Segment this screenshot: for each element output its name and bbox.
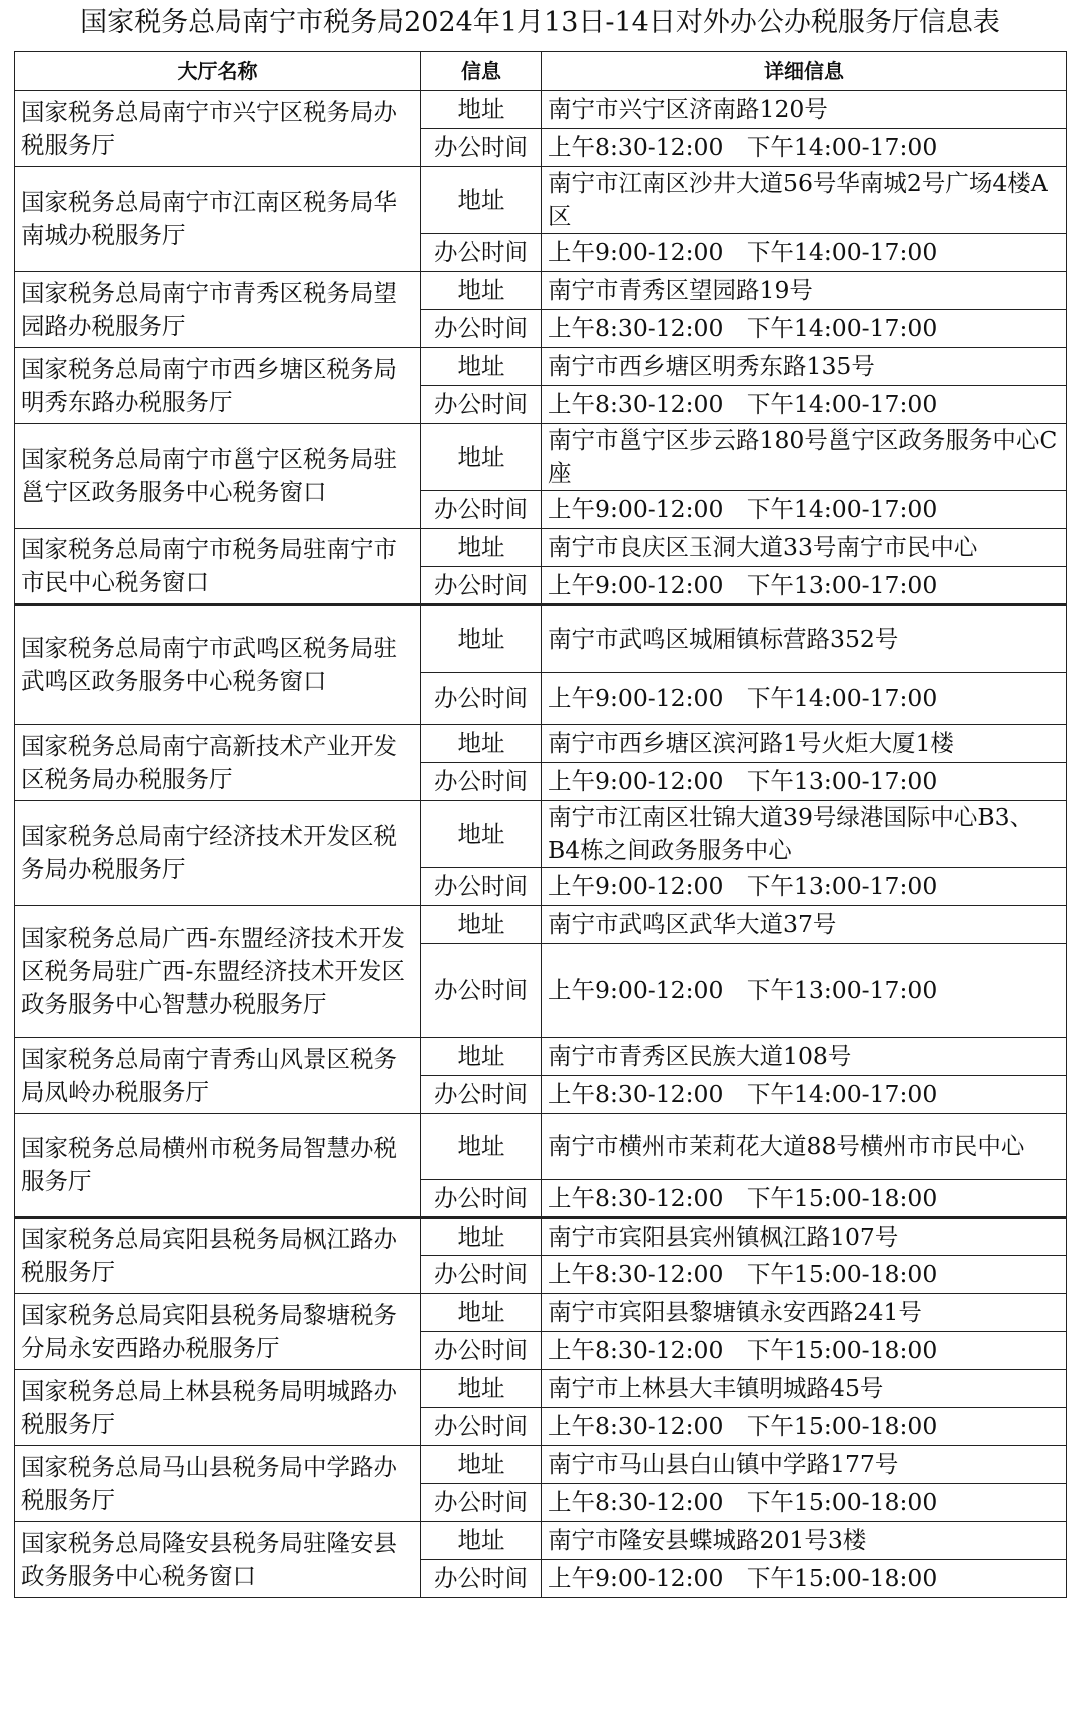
hours-cell: 上午9:00-12:00 下午15:00-18:00: [542, 1560, 1067, 1598]
hours-cell: 上午8:30-12:00 下午14:00-17:00: [542, 310, 1067, 348]
hours-label-cell: 办公时间: [421, 491, 542, 529]
hours-label-cell: 办公时间: [421, 1332, 542, 1370]
table-row: [15, 906, 1067, 944]
hours-cell: 上午9:00-12:00 下午14:00-17:00: [542, 491, 1067, 529]
address-cell: 南宁市青秀区民族大道108号: [542, 1038, 1067, 1076]
address-cell: 南宁市兴宁区济南路120号: [542, 91, 1067, 129]
address-cell: 南宁市上林县大丰镇明城路45号: [542, 1370, 1067, 1408]
table-row: [15, 91, 1067, 129]
hours-label-cell: 办公时间: [421, 1408, 542, 1446]
table-row: [15, 1446, 1067, 1484]
table-header-row: [15, 52, 1067, 91]
hours-label-cell: 办公时间: [421, 567, 542, 605]
hall-name-cell: 国家税务总局南宁市江南区税务局华南城办税服务厅: [15, 167, 421, 272]
address-cell: 南宁市邕宁区步云路180号邕宁区政务服务中心C座: [542, 424, 1067, 491]
table-row: [15, 1114, 1067, 1180]
table-row: [15, 272, 1067, 310]
table-row: [15, 529, 1067, 567]
hall-name-cell: 国家税务总局横州市税务局智慧办税服务厅: [15, 1114, 421, 1218]
hall-name-cell: 国家税务总局马山县税务局中学路办税服务厅: [15, 1446, 421, 1522]
hours-cell: 上午8:30-12:00 下午15:00-18:00: [542, 1484, 1067, 1522]
hours-cell: 上午8:30-12:00 下午14:00-17:00: [542, 1076, 1067, 1114]
table-row: [15, 424, 1067, 491]
table-row: [15, 1294, 1067, 1332]
hours-label-cell: 办公时间: [421, 1484, 542, 1522]
address-label-cell: 地址: [421, 167, 542, 234]
hours-cell: 上午8:30-12:00 下午15:00-18:00: [542, 1256, 1067, 1294]
address-cell: 南宁市隆安县蝶城路201号3楼: [542, 1522, 1067, 1560]
hours-label-cell: 办公时间: [421, 763, 542, 801]
address-label-cell: 地址: [421, 1446, 542, 1484]
hours-cell: 上午8:30-12:00 下午15:00-18:00: [542, 1332, 1067, 1370]
table-row: [15, 1218, 1067, 1256]
hall-name-cell: 国家税务总局南宁市税务局驻南宁市市民中心税务窗口: [15, 529, 421, 605]
hours-label-cell: 办公时间: [421, 129, 542, 167]
hall-name-cell: 国家税务总局广西-东盟经济技术开发区税务局驻广西-东盟经济技术开发区政务服务中心智慧办税服务厅: [15, 906, 421, 1038]
table-row: [15, 167, 1067, 234]
hall-name-cell: 国家税务总局宾阳县税务局黎塘税务分局永安西路办税服务厅: [15, 1294, 421, 1370]
hall-name-cell: 国家税务总局南宁市武鸣区税务局驻武鸣区政务服务中心税务窗口: [15, 605, 421, 725]
hall-name-cell: 国家税务总局宾阳县税务局枫江路办税服务厅: [15, 1218, 421, 1294]
hours-label-cell: 办公时间: [421, 310, 542, 348]
address-cell: 南宁市良庆区玉洞大道33号南宁市民中心: [542, 529, 1067, 567]
table-row: [15, 1370, 1067, 1408]
hall-name-cell: 国家税务总局南宁市西乡塘区税务局明秀东路办税服务厅: [15, 348, 421, 424]
address-label-cell: 地址: [421, 725, 542, 763]
address-label-cell: 地址: [421, 801, 542, 868]
address-label-cell: 地址: [421, 605, 542, 673]
address-label-cell: 地址: [421, 91, 542, 129]
table-row: [15, 348, 1067, 386]
hours-cell: 上午8:30-12:00 下午15:00-18:00: [542, 1180, 1067, 1218]
hours-label-cell: 办公时间: [421, 1076, 542, 1114]
address-cell: 南宁市青秀区望园路19号: [542, 272, 1067, 310]
page-title: 国家税务总局南宁市税务局2024年1月13日-14日对外办公办税服务厅信息表: [80, 7, 1000, 38]
address-cell: 南宁市武鸣区武华大道37号: [542, 906, 1067, 944]
address-cell: 南宁市宾阳县黎塘镇永安西路241号: [542, 1294, 1067, 1332]
address-label-cell: 地址: [421, 1294, 542, 1332]
hall-name-cell: 国家税务总局南宁市兴宁区税务局办税服务厅: [15, 91, 421, 167]
hall-name-cell: 国家税务总局隆安县税务局驻隆安县政务服务中心税务窗口: [15, 1522, 421, 1598]
hours-cell: 上午9:00-12:00 下午13:00-17:00: [542, 567, 1067, 605]
address-cell: 南宁市马山县白山镇中学路177号: [542, 1446, 1067, 1484]
address-cell: 南宁市横州市茉莉花大道88号横州市市民中心: [542, 1114, 1067, 1180]
hours-cell: 上午8:30-12:00 下午14:00-17:00: [542, 386, 1067, 424]
hours-label-cell: 办公时间: [421, 868, 542, 906]
address-cell: 南宁市武鸣区城厢镇标营路352号: [542, 605, 1067, 673]
address-label-cell: 地址: [421, 272, 542, 310]
hall-name-cell: 国家税务总局南宁市青秀区税务局望园路办税服务厅: [15, 272, 421, 348]
address-label-cell: 地址: [421, 1370, 542, 1408]
address-label-cell: 地址: [421, 906, 542, 944]
table-row: [15, 1038, 1067, 1076]
hours-cell: 上午8:30-12:00 下午14:00-17:00: [542, 129, 1067, 167]
address-label-cell: 地址: [421, 1038, 542, 1076]
table-row: [15, 1522, 1067, 1560]
hours-label-cell: 办公时间: [421, 944, 542, 1038]
address-label-cell: 地址: [421, 348, 542, 386]
hours-cell: 上午9:00-12:00 下午14:00-17:00: [542, 234, 1067, 272]
header-info: 信息: [421, 52, 542, 91]
address-cell: 南宁市西乡塘区明秀东路135号: [542, 348, 1067, 386]
address-cell: 南宁市江南区壮锦大道39号绿港国际中心B3、B4栋之间政务服务中心: [542, 801, 1067, 868]
hours-cell: 上午9:00-12:00 下午13:00-17:00: [542, 944, 1067, 1038]
hall-name-cell: 国家税务总局南宁青秀山风景区税务局凤岭办税服务厅: [15, 1038, 421, 1114]
hours-cell: 上午9:00-12:00 下午13:00-17:00: [542, 763, 1067, 801]
hours-label-cell: 办公时间: [421, 1560, 542, 1598]
table-row: [15, 605, 1067, 673]
address-label-cell: 地址: [421, 529, 542, 567]
hall-name-cell: 国家税务总局南宁市邕宁区税务局驻邕宁区政务服务中心税务窗口: [15, 424, 421, 529]
hall-name-cell: 国家税务总局上林县税务局明城路办税服务厅: [15, 1370, 421, 1446]
hours-label-cell: 办公时间: [421, 1256, 542, 1294]
table-row: [15, 801, 1067, 868]
address-label-cell: 地址: [421, 1114, 542, 1180]
hours-label-cell: 办公时间: [421, 234, 542, 272]
hours-label-cell: 办公时间: [421, 386, 542, 424]
tax-hall-table: [14, 51, 1067, 1598]
address-label-cell: 地址: [421, 424, 542, 491]
hours-cell: 上午9:00-12:00 下午13:00-17:00: [542, 868, 1067, 906]
address-cell: 南宁市西乡塘区滨河路1号火炬大厦1楼: [542, 725, 1067, 763]
address-label-cell: 地址: [421, 1218, 542, 1256]
header-details: 详细信息: [542, 52, 1067, 91]
hours-label-cell: 办公时间: [421, 1180, 542, 1218]
address-cell: 南宁市江南区沙井大道56号华南城2号广场4楼A区: [542, 167, 1067, 234]
address-cell: 南宁市宾阳县宾州镇枫江路107号: [542, 1218, 1067, 1256]
hours-label-cell: 办公时间: [421, 673, 542, 725]
hours-cell: 上午8:30-12:00 下午15:00-18:00: [542, 1408, 1067, 1446]
header-hall-name: 大厅名称: [15, 52, 421, 91]
address-label-cell: 地址: [421, 1522, 542, 1560]
hall-name-cell: 国家税务总局南宁高新技术产业开发区税务局办税服务厅: [15, 725, 421, 801]
hall-name-cell: 国家税务总局南宁经济技术开发区税务局办税服务厅: [15, 801, 421, 906]
table-row: [15, 725, 1067, 763]
hours-cell: 上午9:00-12:00 下午14:00-17:00: [542, 673, 1067, 725]
